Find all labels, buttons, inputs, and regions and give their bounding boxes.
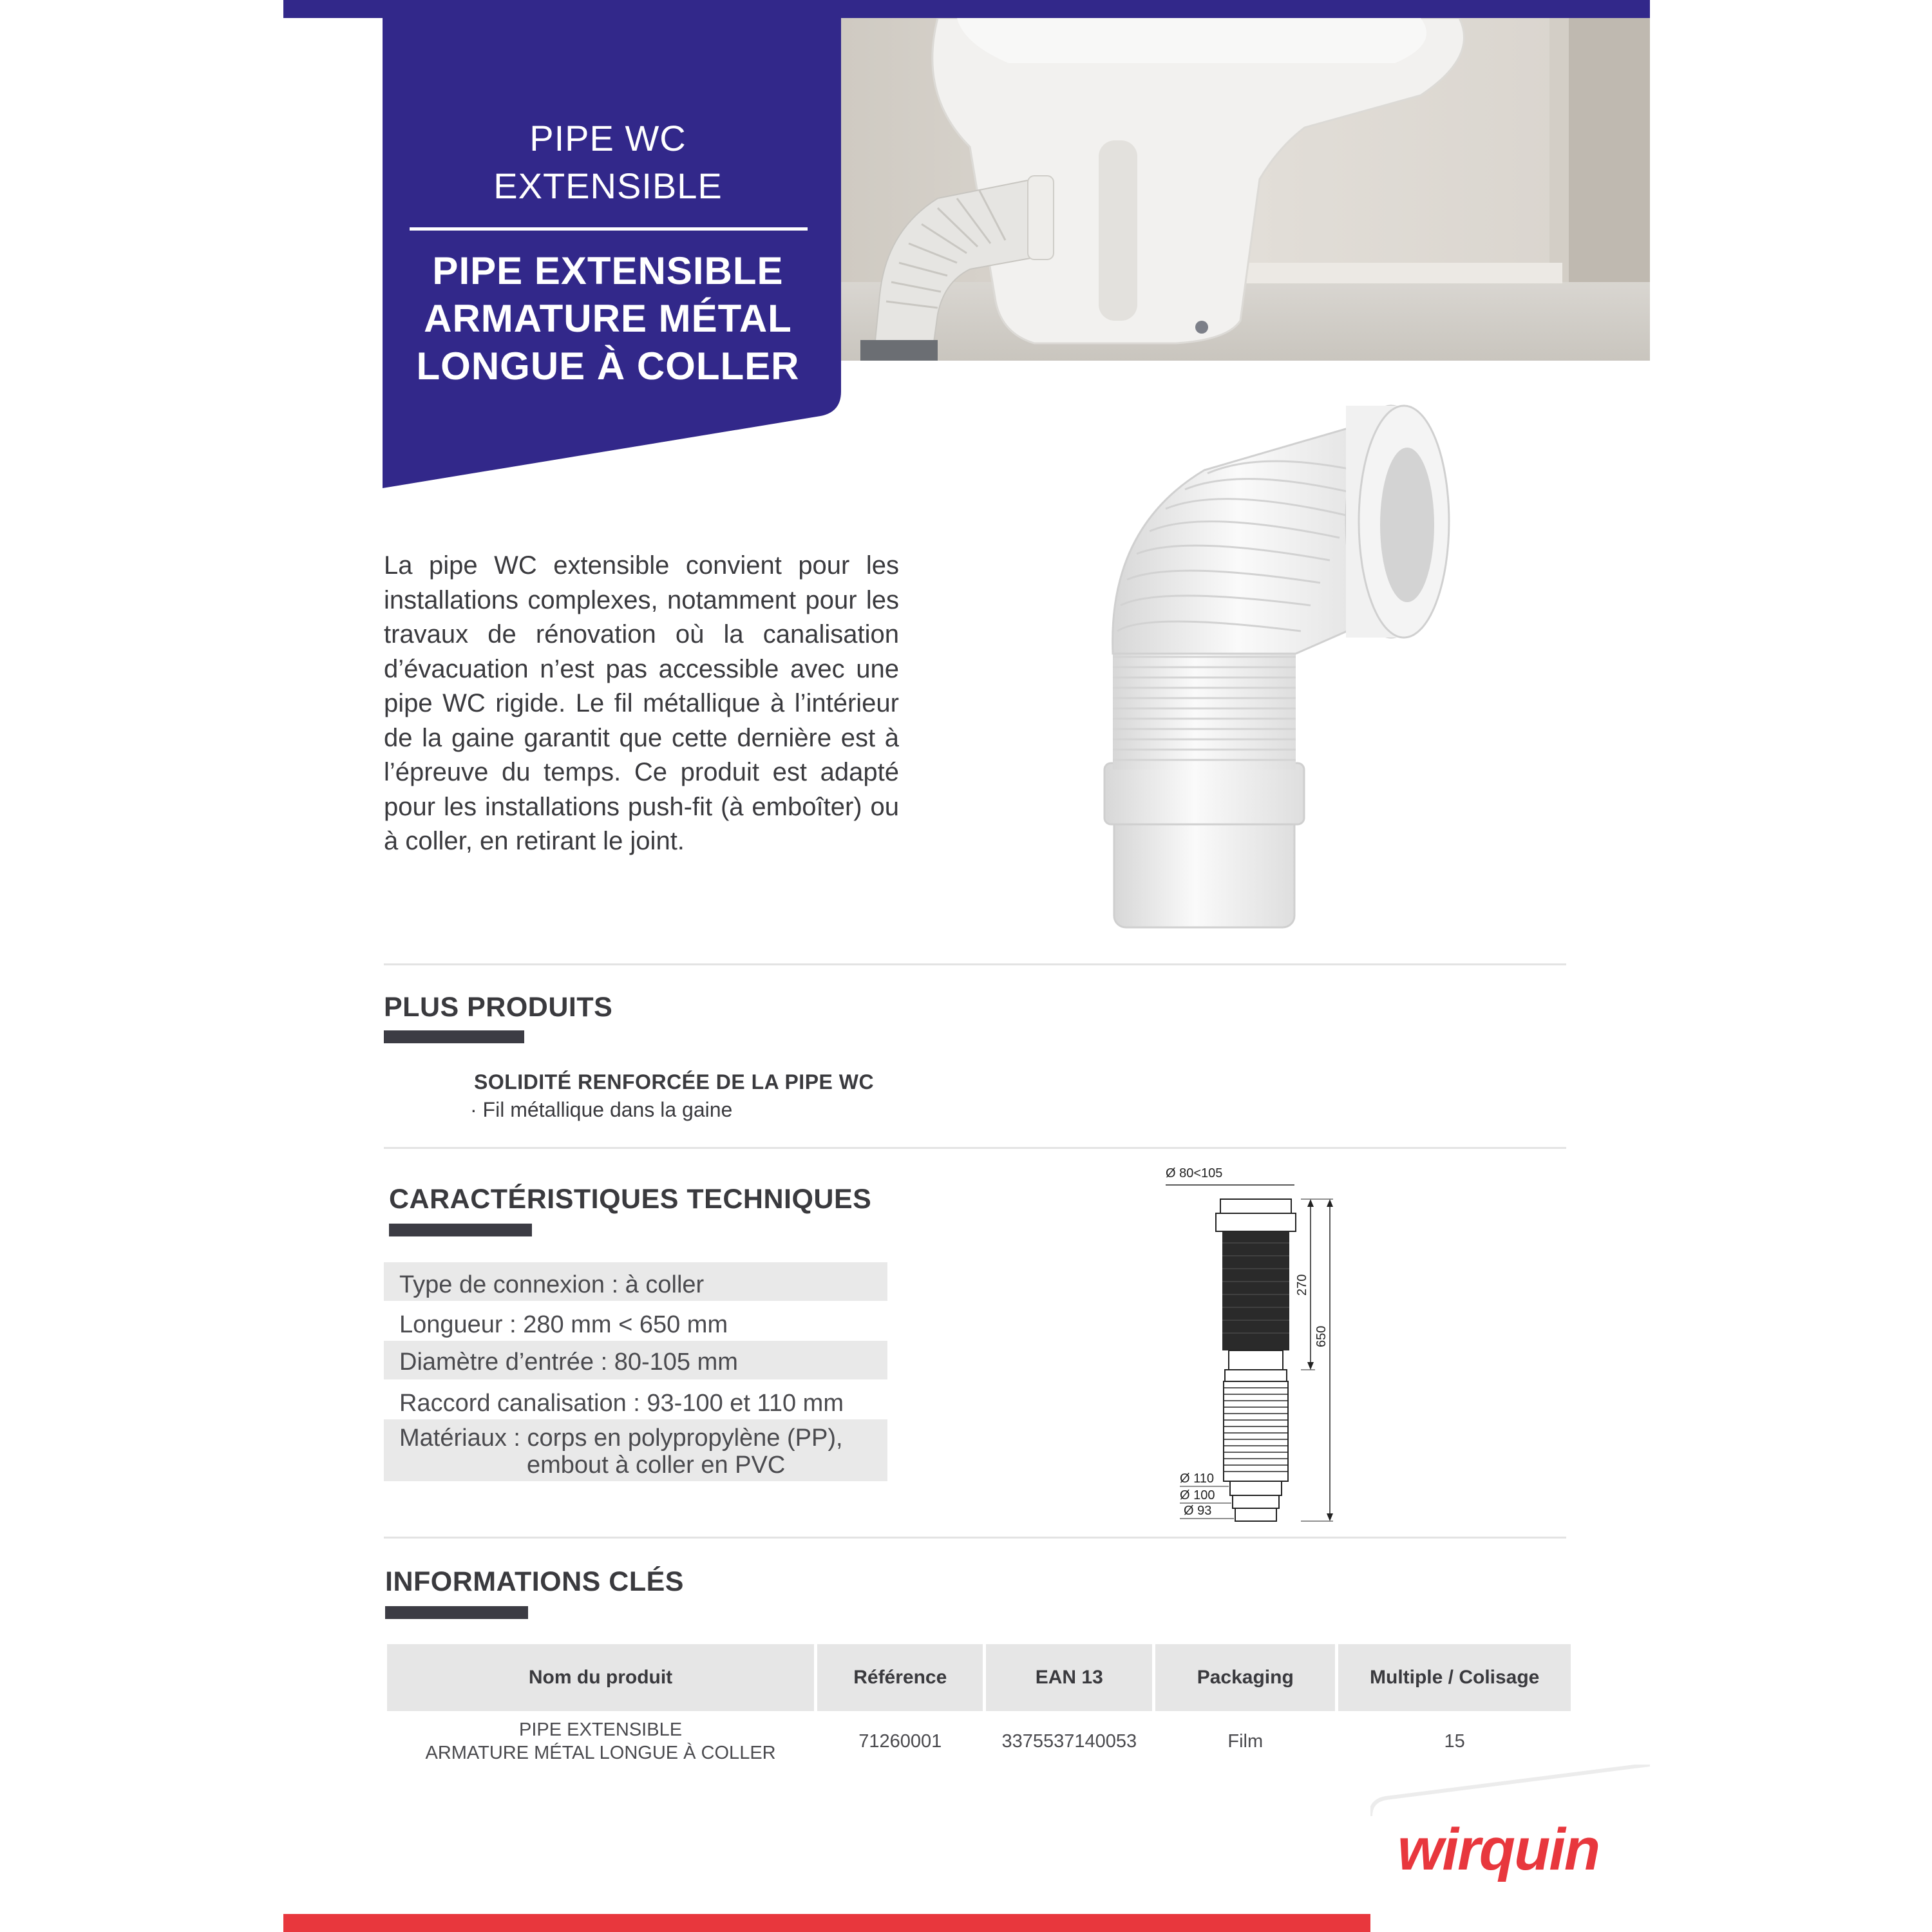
table-header-row	[387, 1644, 1571, 1711]
plus-produits-item: · Fil métallique dans la gaine	[470, 1098, 733, 1121]
col-header-packaging: Packaging	[1155, 1644, 1335, 1711]
spec-connexion: Type de connexion : à coller	[384, 1262, 887, 1301]
product-title: PIPE EXTENSIBLE ARMATURE MÉTAL LONGUE À COLLER	[416, 249, 800, 388]
title-divider	[410, 227, 808, 231]
section-divider	[384, 1147, 1566, 1149]
col-header-name: Nom du produit	[387, 1644, 814, 1711]
bullet-icon: ·	[470, 1098, 483, 1121]
product-category-title: PIPE WC EXTENSIBLE	[493, 118, 723, 206]
spec-raccord: Raccord canalisation : 93-100 et 110 mm	[399, 1390, 844, 1417]
cell-multiple: 15	[1444, 1731, 1465, 1752]
bottom-bar	[283, 1914, 1372, 1932]
cell-reference: 71260001	[858, 1731, 942, 1752]
top-bar	[283, 0, 1650, 18]
section-title-underline	[385, 1606, 528, 1619]
informations-title: INFORMATIONS CLÉS	[385, 1566, 684, 1597]
section-divider	[384, 1537, 1566, 1539]
dim-d110: Ø 110	[1180, 1472, 1214, 1486]
product-image	[1088, 399, 1507, 947]
bathroom-photo	[841, 18, 1650, 361]
section-title-underline	[389, 1224, 532, 1236]
plus-produits-heading: SOLIDITÉ RENFORCÉE DE LA PIPE WC	[474, 1070, 875, 1094]
dim-650: 650	[1314, 1325, 1329, 1347]
dim-d93: Ø 93	[1184, 1504, 1212, 1518]
wirquin-logo: wirquin	[1397, 1817, 1600, 1882]
dim-270: 270	[1295, 1274, 1309, 1296]
col-header-reference: Référence	[817, 1644, 983, 1711]
section-title-underline	[384, 1030, 524, 1043]
technical-drawing	[1146, 1159, 1352, 1533]
caracteristiques-title: CARACTÉRISTIQUES TECHNIQUES	[389, 1184, 872, 1215]
product-description: La pipe WC extensible convient pour les installations complexes, notamment pour les travaux de rénovation où la canalisation d’évacuation n’est pas accessible avec une pipe WC rigide. Le fil métallique à l’intérieur de la gaine garantit que cette dernière est à l’épreuve du temps. Ce produit est adapté pour les installations push-fit (à emboîter) ou à coller, en retirant le joint.	[384, 551, 899, 855]
dim-top-diameter: Ø 80<105	[1166, 1166, 1223, 1180]
spec-materiaux: Matériaux : corps en polypropylène (PP), embout à coller en PVC	[384, 1419, 887, 1481]
col-header-multiple: Multiple / Colisage	[1338, 1644, 1571, 1711]
cell-product-name: PIPE EXTENSIBLE ARMATURE MÉTAL LONGUE À COLLER	[425, 1719, 776, 1763]
key-info-table	[384, 1644, 1574, 1772]
spec-diametre: Diamètre d’entrée : 80-105 mm	[384, 1341, 887, 1379]
cell-ean: 3375537140053	[1001, 1731, 1137, 1752]
col-header-ean: EAN 13	[986, 1644, 1152, 1711]
spec-longueur: Longueur : 280 mm < 650 mm	[399, 1311, 728, 1338]
dim-d100: Ø 100	[1180, 1488, 1215, 1502]
section-divider	[384, 963, 1566, 965]
cell-packaging: Film	[1227, 1731, 1264, 1752]
table-row	[387, 1711, 1571, 1772]
plus-produits-title: PLUS PRODUITS	[384, 992, 613, 1023]
